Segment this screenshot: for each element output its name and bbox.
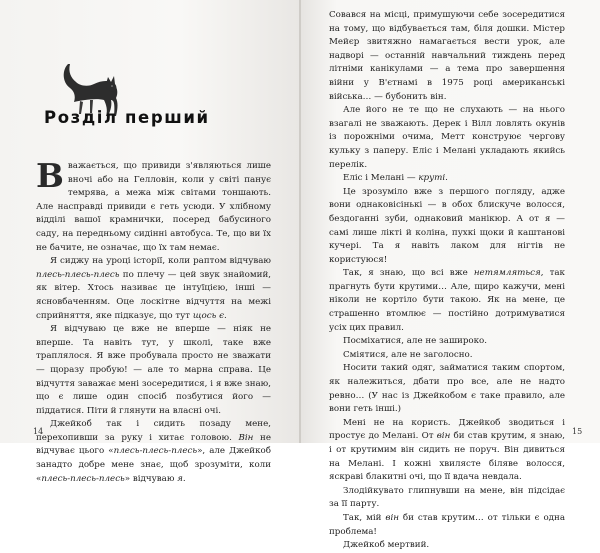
paragraph: Я відчуваю це вже не вперше — ніяк не вперше. Та навіть тут, у школі, таке вже траплялося. Я вже пробувала просто не зважати — щоразу пробую! — але то марна справа. Це відчуття заважає мені зосередитися, і я вже знаю, що є лише один спосіб позбутися його — піддатися. Піти й глянути на власні очі.: [36, 324, 271, 416]
paragraph: Еліс і Мелані — круті.: [343, 173, 448, 184]
paragraph: Вважається, що привиди з'являються лише вночі або на Гелловін, коли у світі панує темрява, а межа між світами тоншають. Але насправді привиди є геть усюди. У хлібному відділі вашої крамнички, посеред бабусиного саду, на передньому сидінні автобуса. Те, що ви їх не бачите, не означає, що їх там немає.: [36, 156, 272, 253]
drop-cap: В: [36, 156, 64, 195]
paragraph: Я сиджу на уроці історії, коли раптом відчуваю плесь-плесь-плесь по плечу — цей звук знайомий, як вітер. Хтось називає це інтуїцією, інші — ясновбаченням. Оце лоскітне відчуття на межі сприйняття, яке підказує, що тут щось є.: [36, 256, 271, 321]
paragraph: Але його не те що не слухають — на нього взагалі не зважають. Дерек і Вілл ловлять окунів із порожніми очима, Метт конструює чергову кульку з паперу. Еліс і Мелані укладають якийсь перелік.: [329, 105, 565, 170]
page-number-right: 15: [572, 427, 583, 436]
paragraph: Так, мій він би став крутим… от тільки є одна проблема!: [329, 512, 565, 537]
right-body-text: [329, 9, 565, 553]
paragraph: Совався на місці, примушуючи себе зосередитися на тому, що відбувається там, біля дошки. Містер Мейєр звитяжно намагається вести урок, але надворі — останній навчальний тиждень перед літніми канікулами — а тема про завершення війни у В'єтнамі в 1975 році американські війська… — бубонить він.: [329, 10, 565, 102]
paragraph: Так, я знаю, що всі вже нетямляться, так прагнуть бути крутими… Але, щиро кажучи, мені ніколи не кортіло бути такою. Як на мене, це страшенно втомлює — постійно дотримуватися усіх цих правил.: [329, 268, 565, 333]
paragraph: Злодійкувато глипнувши на мене, він підсідає за її парту.: [329, 485, 565, 510]
paragraph: Це зрозуміло вже з першого погляду, адже вони однаковісінькі — в обох блискуче волосся, бездоганні зуби, однаковий манікюр. А от я — самі лише лікті й коліна, пухкі щоки й каштанові кучері. Та я навіть лаком для нігтів не користуюся!: [329, 186, 565, 265]
chapter-title: Розділ перший: [44, 108, 210, 127]
left-body-text: [36, 156, 272, 486]
paragraph: Посміхатися, але не зашироко.: [343, 336, 488, 347]
paragraph: Сміятися, але не заголосно.: [343, 349, 473, 360]
paragraph: Джейкоб так і сидить позаду мене, перехопивши за руку і хитає головою. Він не відчуває цього «плесь-плесь-плесь», але Джейкоб занадто добре мене знає, щоб зрозуміти, коли «плесь-плесь-плесь» відчуваю я.: [36, 419, 271, 484]
paragraph: Джейкоб мертвий.: [343, 540, 430, 551]
paragraph: Носити такий одяг, займатися таким спортом, як належиться, дбати про все, але не надто ревно… (У нас із Джейкобом є таке правило, але вони геть інші.): [329, 363, 565, 415]
paragraph: Мені не на користь. Джейкоб зводиться і простує до Мелані. От він би став крутим, я знаю, і от крутимим він сидить не поруч. Він дивиться на Мелані. І кожні хвилясте біляве волосся, яскраві блакитні очі, що її вдача невдала.: [329, 417, 565, 483]
left-page: [0, 0, 299, 484]
page-number-left: 14: [33, 427, 44, 436]
